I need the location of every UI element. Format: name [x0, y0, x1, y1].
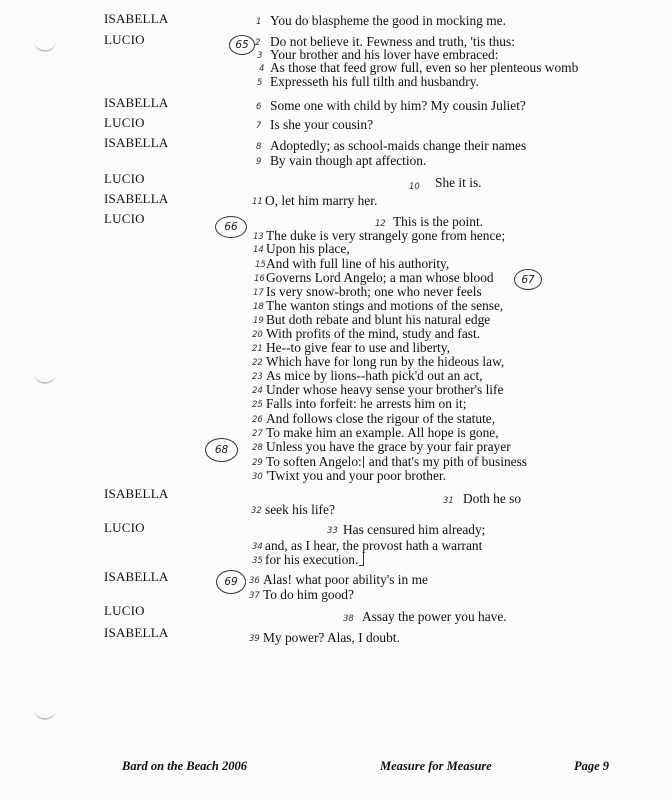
- script-line-split: [266, 455, 527, 469]
- script-line: Is very snow-broth; one who never feels: [266, 284, 482, 299]
- line-number: 28: [252, 443, 263, 453]
- script-line: Adoptedly; as school-maids change their names: [270, 138, 527, 153]
- line-number: 18: [253, 302, 264, 312]
- footer-play-title: Measure for Measure: [380, 759, 492, 773]
- script-line: and, as I hear, the provost hath a warrant: [265, 538, 483, 553]
- script-line: Alas! what poor ability's in me: [263, 572, 428, 587]
- binder-hole-mark: [34, 368, 56, 384]
- script-line: With profits of the mind, study and fast.: [266, 326, 481, 341]
- script-line: By vain though apt affection.: [270, 153, 427, 168]
- script-line: Is she your cousin?: [270, 117, 374, 132]
- cut-marker-circle: 67: [514, 269, 542, 290]
- script-line: O, let him marry her.: [265, 193, 378, 208]
- script-line: Under whose heavy sense your brother's life: [266, 382, 504, 397]
- script-line: You do blaspheme the good in mocking me.: [270, 13, 506, 28]
- script-line: Doth he so: [463, 491, 522, 506]
- line-number: 2: [255, 38, 261, 48]
- line-number: 8: [256, 142, 262, 152]
- line-number: 26: [252, 415, 263, 425]
- cut-bracket-mark: [363, 456, 368, 468]
- script-line: Expresseth his full tilth and husbandry.: [270, 74, 479, 89]
- line-number: 9: [256, 157, 262, 167]
- script-line: seek his life?: [265, 502, 335, 517]
- script-line: She it is.: [435, 175, 482, 190]
- script-line-part: and that's my pith of business: [368, 454, 528, 469]
- script-line: As those that feed grow full, even so her plenteous womb: [270, 60, 579, 75]
- script-line: The duke is very strangely gone from hence;: [266, 228, 506, 243]
- line-number: 5: [257, 78, 263, 88]
- speaker-name: ISABELLA: [104, 625, 169, 640]
- line-number: 39: [249, 634, 260, 644]
- line-number: 6: [256, 102, 262, 112]
- script-line: 'Twixt you and your poor brother.: [266, 468, 446, 483]
- line-number: 32: [251, 506, 262, 516]
- line-number: 12: [375, 219, 386, 229]
- script-line: The wanton stings and motions of the sense,: [266, 298, 504, 313]
- script-line: Governs Lord Angelo; a man whose blood: [266, 270, 494, 285]
- line-number: 3: [257, 51, 263, 61]
- binder-hole-mark: [34, 36, 56, 52]
- footer-company: Bard on the Beach 2006: [122, 759, 248, 773]
- speaker-name: LUCIO: [104, 115, 145, 130]
- line-number: 27: [252, 429, 263, 439]
- speaker-name: ISABELLA: [104, 95, 169, 110]
- script-line: As mice by lions--hath pick'd out an act,: [266, 368, 483, 383]
- line-number: 35: [252, 556, 263, 566]
- script-line: And follows close the rigour of the statute,: [266, 411, 496, 426]
- speaker-name: ISABELLA: [104, 11, 169, 26]
- script-line: Upon his place,: [266, 241, 350, 256]
- line-number: 33: [327, 526, 338, 536]
- cut-bracket-mark: [359, 553, 364, 566]
- line-number: 34: [252, 542, 263, 552]
- line-number: 14: [253, 245, 264, 255]
- script-line: Unless you have the grace by your fair prayer: [266, 439, 511, 454]
- script-line: To make him an example. All hope is gone,: [266, 425, 499, 440]
- line-number: 16: [254, 274, 265, 284]
- line-number: 30: [252, 472, 263, 482]
- script-line: And with full line of his authority,: [266, 256, 450, 271]
- line-number: 13: [253, 232, 264, 242]
- cut-marker-circle: 66: [215, 216, 247, 238]
- line-number: 19: [253, 316, 264, 326]
- speaker-name: LUCIO: [104, 171, 145, 186]
- line-number: 17: [253, 288, 264, 298]
- script-line: But doth rebate and blunt his natural edge: [266, 312, 491, 327]
- line-number: 4: [259, 64, 265, 74]
- footer-page-number: Page 9: [574, 759, 610, 773]
- script-line: Your brother and his lover have embraced:: [270, 47, 499, 62]
- script-line: To do him good?: [263, 587, 354, 602]
- cut-marker-circle: 65: [229, 35, 255, 55]
- line-number: 38: [343, 614, 354, 624]
- line-number: 7: [256, 121, 262, 131]
- line-number: 21: [252, 344, 263, 354]
- line-number: 29: [252, 458, 263, 468]
- script-line: He--to give fear to use and liberty,: [266, 340, 450, 355]
- line-number: 31: [443, 496, 454, 506]
- speaker-name: ISABELLA: [104, 135, 169, 150]
- speaker-name: ISABELLA: [104, 191, 169, 206]
- speaker-name: LUCIO: [104, 211, 145, 226]
- speaker-name: ISABELLA: [104, 569, 169, 584]
- line-number: 22: [252, 358, 263, 368]
- script-line: Assay the power you have.: [362, 609, 507, 624]
- script-line-part: for his execution.: [265, 552, 359, 567]
- script-line: This is the point.: [393, 214, 484, 229]
- line-number: 36: [249, 576, 260, 586]
- script-line: Falls into forfeit: he arrests him on it;: [266, 396, 467, 411]
- speaker-name: ISABELLA: [104, 486, 169, 501]
- line-number: 11: [252, 197, 263, 207]
- line-number: 24: [252, 386, 263, 396]
- line-number: 23: [252, 372, 263, 382]
- cut-marker-circle: 69: [216, 570, 246, 594]
- script-line: Some one with child by him? My cousin Juliet?: [270, 98, 526, 113]
- script-line: Has censured him already;: [343, 522, 486, 537]
- line-number: 25: [252, 400, 263, 410]
- cut-marker-circle: 68: [205, 438, 238, 462]
- script-line-part: To soften Angelo:: [266, 454, 362, 469]
- line-number: 15: [255, 260, 266, 270]
- script-line-split: [265, 553, 364, 567]
- speaker-name: LUCIO: [104, 32, 145, 47]
- script-line: My power? Alas, I doubt.: [263, 630, 400, 645]
- speaker-name: LUCIO: [104, 603, 145, 618]
- line-number: 37: [249, 591, 260, 601]
- script-line: Which have for long run by the hideous law,: [266, 354, 505, 369]
- script-line: Do not believe it. Fewness and truth, 'tis thus:: [270, 34, 515, 49]
- line-number: 10: [409, 182, 420, 192]
- speaker-name: LUCIO: [104, 520, 145, 535]
- line-number: 20: [252, 330, 263, 340]
- binder-hole-mark: [34, 704, 56, 720]
- line-number: 1: [256, 17, 262, 27]
